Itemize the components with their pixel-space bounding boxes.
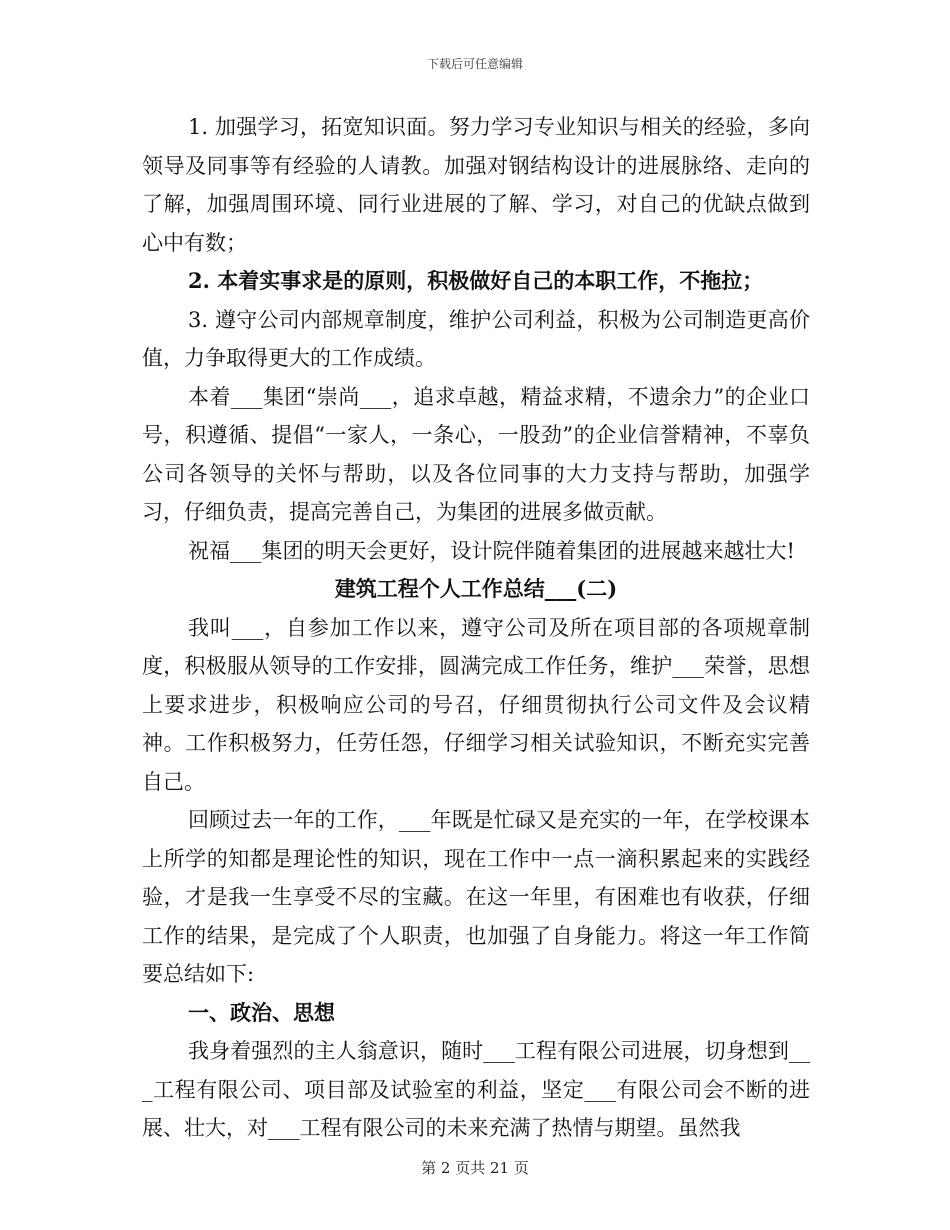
paragraph-7: 回顾过去一年的工作，___年既是忙碌又是充实的一年，在学校课本上所学的知都是理论性的知识，现在工作中一点一滴积累起来的实践经验，才是我一生享受不尽的宝藏。在这一年里，有困难也有收获，仔细工作的结果，是完成了个人职责，也加强了自身能力。将这一年工作简要总结如下: <box>142 808 810 986</box>
document-body <box>142 108 810 1148</box>
paragraph-2: 2. 本着实事求是的原则，积极做好自己的本职工作，不拖拉； <box>188 268 764 293</box>
paragraph-6: 我叫___，自参加工作以来，遵守公司及所在项目部的各项规章制度，积极服从领导的工作安排，圆满完成工作任务，维护___荣誉，思想上要求进步，积极响应公司的号召，仔细贯彻执行公司文件及会议精神。工作积极努力，任劳任怨，仔细学习相关试验知识，不断充实完善自己。 <box>142 615 810 794</box>
section-heading-politics: 一、政治、思想 <box>188 999 335 1025</box>
paragraph-4: 本着___集团“崇尚___，追求卓越，精益求精，不遗余力”的企业口号，积遵循、提倡“一家人，一条心，一股劲”的企业信誉精神，不辜负公司各领导的关怀与帮助，以及各位同事的大力支持与帮助，加强学习，仔细负责，提高完善自己，为集团的进展多做贡献。 <box>142 384 810 524</box>
paragraph-1: 1. 加强学习，拓宽知识面。努力学习专业知识与相关的经验，多向领导及同事等有经验的人请教。加强对钢结构设计的进展脉络、走向的了解，加强周围环境、同行业进展的了解、学习，对自己的优缺点做到心中有数； <box>142 115 810 255</box>
page-header: 下载后可任意编辑 <box>426 57 523 71</box>
section-title-2: 建筑工程个人工作总结___(二) <box>334 576 618 601</box>
page-footer: 第 2 页共 21 页 <box>421 1159 529 1177</box>
paragraph-5: 祝福___集团的明天会更好，设计院伴随着集团的进展越来越壮大! <box>188 538 795 563</box>
paragraph-3: 3. 遵守公司内部规章制度，维护公司利益，积极为公司制造更高价值，力争取得更大的工作成绩。 <box>142 307 810 370</box>
paragraph-8: 我身着强烈的主人翁意识，随时___工程有限公司进展，切身想到___工程有限公司、项目部及试验室的利益，坚定___有限公司会不断的进展、壮大，对___工程有限公司的未来充满了热情与期望。虽然我 <box>142 1039 810 1140</box>
